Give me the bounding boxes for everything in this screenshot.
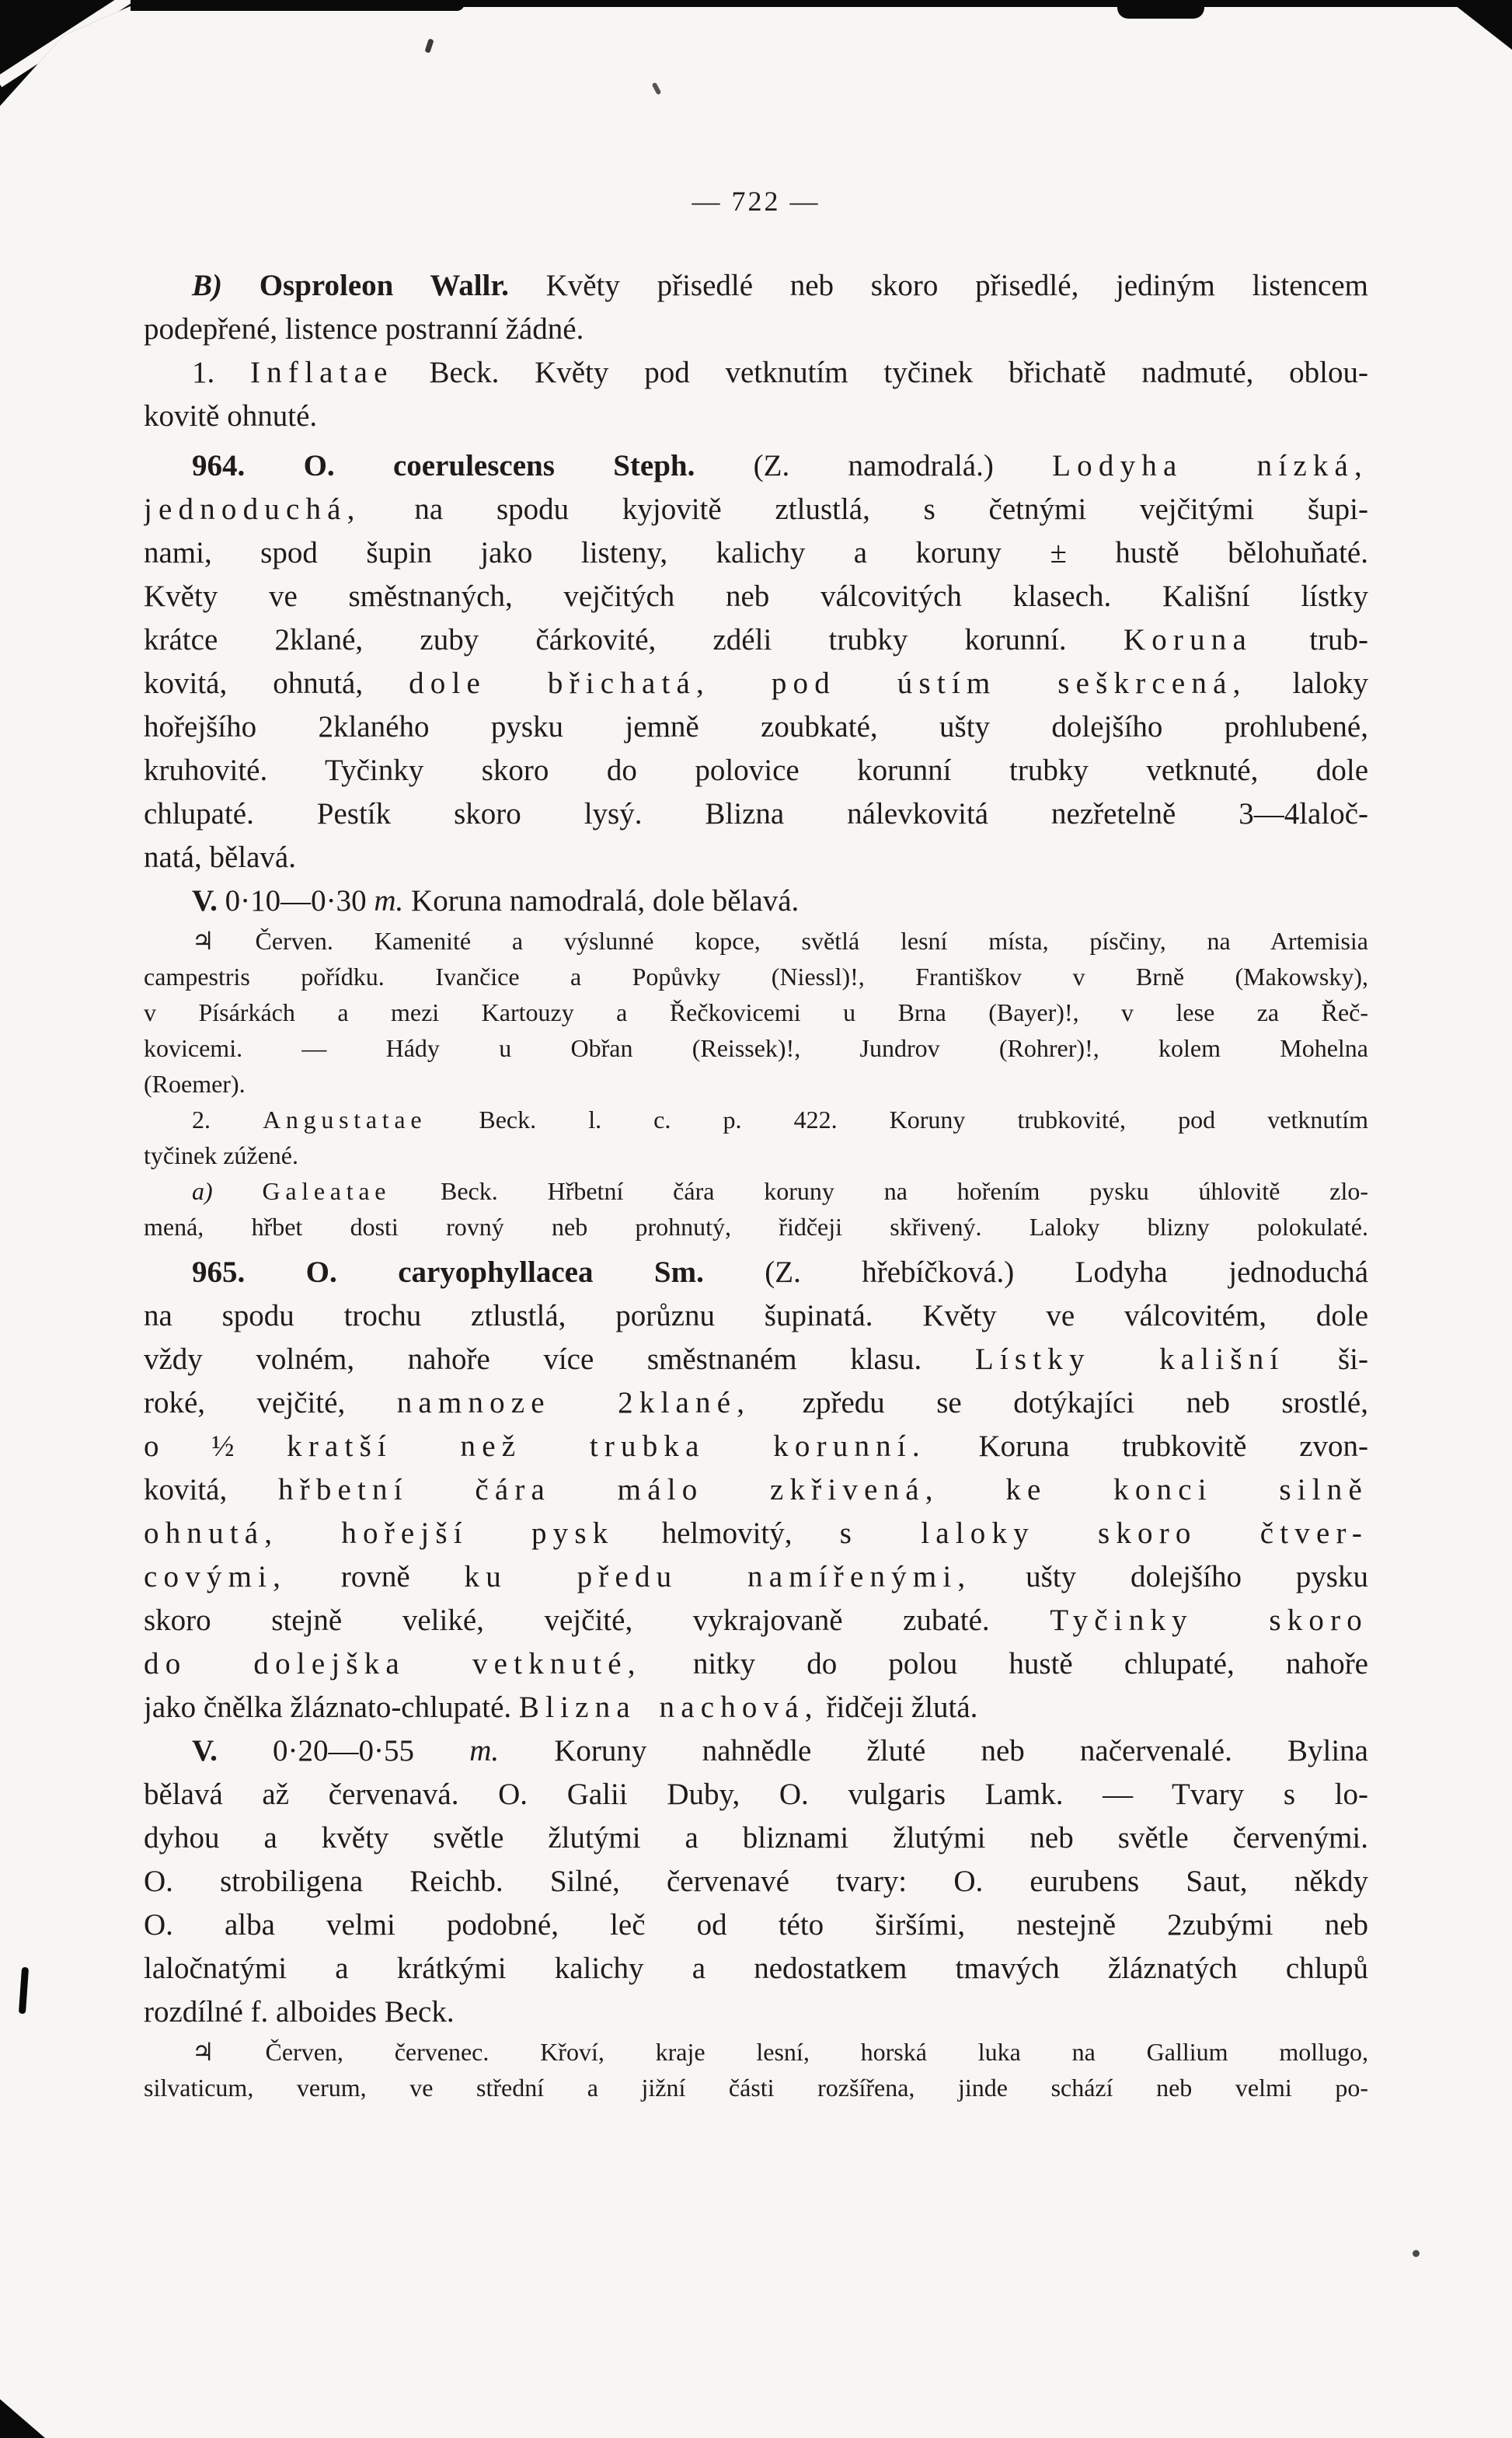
text-segment: Lodyha nízká, [1052, 449, 1368, 482]
text-segment: Galeatae [262, 1177, 392, 1205]
text-segment: a) [192, 1177, 213, 1205]
text-line [144, 264, 1368, 308]
scan-artifact-top-edge-thick [131, 0, 465, 11]
measurement-965 [144, 1729, 1368, 2034]
text-segment: campestris pořídku. Ivančice a Popůvky (Niessl)!, Františkov v Brně (Makowsky), [144, 963, 1368, 991]
text-line [144, 2070, 1368, 2105]
text-line [144, 836, 1368, 879]
text-line [144, 994, 1368, 1030]
text-segment: 965. O. caryophyllacea Sm. [192, 1256, 704, 1289]
text-line [144, 662, 1368, 705]
text-segment: dole břichatá, pod ústím seškrcená, [409, 667, 1247, 700]
page-number: — 722 — [692, 186, 820, 217]
text-segment: chlupaté. Pestík skoro lysý. Blizna nálevkovitá nezřetelně 3—4laloč- [144, 797, 1368, 831]
text-segment: kovicemi. — Hády u Obřan (Reissek)!, Jundrov (Rohrer)!, kolem Mohelna [144, 1034, 1368, 1062]
text-segment: Blizna nachová, [518, 1691, 819, 1724]
scan-artifact-dot [1413, 2250, 1420, 2257]
text-segment: podepřené, listence postranní žádné. [144, 312, 584, 346]
text-line [144, 1990, 1368, 2034]
text-segment: kovitá, ohnutá, [144, 667, 409, 700]
text-line [144, 1773, 1368, 1816]
text-segment: B) [192, 269, 222, 302]
text-segment: (Z. namodralá.) [695, 449, 1053, 482]
text-segment: krátce 2klané, zuby čárkovité, zdéli trubky korunní. [144, 623, 1124, 657]
text-segment: laloky [1246, 667, 1368, 700]
text-segment: Květy ve směstnaných, vejčitých neb válcovitých klasech. Kališní lístky [144, 580, 1368, 613]
text-segment: silvaticum, verum, ve střední a jižní části rozšířena, jinde schází neb velmi po- [144, 2074, 1368, 2102]
text-segment: covými, [144, 1560, 287, 1593]
text-line [144, 308, 1368, 351]
text-segment: vždy volném, nahoře více směstnaném klasu. [144, 1343, 975, 1376]
text-line [144, 959, 1368, 994]
text-segment: namnoze 2klané, [396, 1386, 751, 1419]
text-segment: na spodu trochu ztlustlá, porůznu šupinatá. Květy ve válcovitém, dole [144, 1299, 1368, 1332]
text-segment: (Z. hřebíčková.) Lodyha jednoduchá [703, 1256, 1368, 1289]
measurement-964 [144, 879, 1368, 923]
text-line [144, 1173, 1368, 1209]
text-segment: helmovitý, [614, 1517, 840, 1550]
scan-artifact-white-slash [0, 0, 132, 87]
text-line [144, 705, 1368, 749]
text-segment: 1. [192, 356, 251, 389]
text-line [144, 1512, 1368, 1555]
text-segment: rovně [287, 1560, 465, 1593]
text-segment: (Roemer). [144, 1070, 246, 1098]
text-segment: Lístky kališní [974, 1343, 1285, 1376]
text-line [144, 1947, 1368, 1990]
subgroup-galeatae [144, 1173, 1368, 1245]
text-line [144, 1251, 1368, 1294]
text-line [144, 1294, 1368, 1338]
text-segment: ♃ Červen. Kamenité a výslunné kopce, světlá lesní místa, písčiny, na Artemisia [192, 927, 1368, 955]
text-segment: hřbetní čára málo zkřivená, ke konci silně [277, 1473, 1368, 1506]
text-line [144, 1599, 1368, 1642]
text-line [144, 488, 1368, 531]
species-964-coerulescens [144, 444, 1368, 879]
text-segment: O. alba velmi podobné, leč od této širšími, nestejně 2zubými neb [144, 1908, 1368, 1942]
text-line [144, 351, 1368, 395]
text-segment: ši- [1284, 1343, 1368, 1376]
text-segment: Květy přisedlé neb skoro přisedlé, jediným listencem [508, 269, 1368, 302]
scan-artifact-top-blob [1117, 0, 1204, 19]
text-segment: ku předu namířenými, [464, 1560, 972, 1593]
text-line [144, 1338, 1368, 1381]
text-segment: dyhou a květy světle žlutými a bliznami žlutými neb světle červenými. [144, 1821, 1368, 1855]
text-segment: ušty dolejšího pysku [971, 1560, 1368, 1593]
text-segment: rozdílné f. alboides Beck. [144, 1995, 455, 2029]
text-segment: Beck. l. c. p. 422. Koruny trubkovité, pod vetknutím [427, 1106, 1368, 1134]
text-segment: jako čnělka žláznato-chlupaté. [144, 1691, 519, 1724]
localities-965 [144, 2034, 1368, 2105]
text-segment: m. [374, 884, 404, 918]
text-line [144, 1903, 1368, 1947]
text-line [144, 1555, 1368, 1599]
text-line [144, 1860, 1368, 1903]
group-inflatae [144, 351, 1368, 438]
text-segment: m. [469, 1734, 500, 1768]
text-line [144, 575, 1368, 618]
text-line [144, 1137, 1368, 1173]
text-segment: Beck. Hřbetní čára koruny na hořením pysku úhlovitě zlo- [391, 1177, 1368, 1205]
text-segment: skoro stejně veliké, vejčité, vykrajovaně zubaté. [144, 1604, 1050, 1637]
text-segment: Inflatae [250, 356, 394, 389]
text-line [144, 923, 1368, 959]
localities-964 [144, 923, 1368, 1102]
text-line [144, 1816, 1368, 1860]
text-line [144, 1686, 1368, 1729]
scan-artifact-speck [424, 38, 434, 53]
text-line [144, 879, 1368, 923]
text-line [144, 749, 1368, 792]
text-line [144, 1030, 1368, 1066]
text-segment: jednoduchá, [144, 493, 361, 526]
text-segment: kruhovité. Tyčinky skoro do polovice korunní trubky vetknuté, dole [144, 754, 1368, 787]
text-segment: V. [192, 884, 218, 918]
text-line [144, 444, 1368, 488]
text-segment: Koruny nahnědle žluté neb načervenalé. Bylina [499, 1734, 1368, 1768]
text-line [144, 1642, 1368, 1686]
text-segment: natá, bělavá. [144, 841, 296, 874]
text-segment: ohnutá, hořejší pysk [144, 1517, 615, 1550]
text-segment: řidčeji žlutá. [818, 1691, 978, 1724]
text-segment: kovitě ohnuté. [144, 399, 318, 433]
text-segment: 2. [192, 1106, 263, 1134]
text-segment: ♃ Červen, červenec. Křoví, kraje lesní, horská luka na Gallium mollugo, [192, 2038, 1368, 2066]
text-segment: tyčinek zúžené. [144, 1141, 298, 1169]
text-segment: bělavá až červenavá. O. Galii Duby, O. vulgaris Lamk. — Tvary s lo- [144, 1778, 1368, 1811]
text-segment: Koruna [1123, 623, 1252, 657]
text-line [144, 395, 1368, 438]
text-segment: O. strobiligena Reichb. Silné, červenavé tvary: O. eurubens Saut, někdy [144, 1865, 1368, 1898]
text-line [144, 1102, 1368, 1137]
text-line [144, 531, 1368, 575]
text-line [144, 1468, 1368, 1512]
group-angustatae [144, 1102, 1368, 1173]
text-segment: nitky do polou hustě chlupaté, nahoře [641, 1647, 1368, 1680]
scan-artifact-top-left-corner [0, 0, 145, 110]
text-line [144, 1381, 1368, 1425]
text-segment: Beck. Květy pod vetknutím tyčinek břichatě nadmuté, oblou- [393, 356, 1368, 389]
text-segment: laločnatými a krátkými kalichy a nedostatkem tmavých žláznatých chlupů [144, 1952, 1368, 1985]
text-segment: v Písárkách a mezi Kartouzy a Řečkovicemi u Brna (Bayer)!, v lese za Řeč- [144, 998, 1368, 1026]
text-segment: Koruna trubkovitě zvon- [925, 1430, 1368, 1463]
text-segment [213, 1177, 263, 1205]
text-segment: 964. O. coerulescens Steph. [192, 449, 695, 482]
scan-artifact-left-edge-mark [19, 1967, 29, 2014]
text-segment: kratší než trubka korunní. [287, 1430, 926, 1463]
text-segment: Koruna namodralá, dole bělavá. [403, 884, 800, 918]
text-segment: 0·20—0·55 [217, 1734, 470, 1768]
text-segment: do dolejška vetknuté, [144, 1647, 642, 1680]
scan-artifact-top-right-corner [1448, 0, 1512, 50]
text-line [144, 1066, 1368, 1102]
text-segment: Tyčinky skoro [1050, 1604, 1368, 1637]
text-segment: trub- [1252, 623, 1368, 657]
scan-artifact-speck [652, 82, 662, 96]
text-segment: s laloky skoro čtver- [839, 1517, 1368, 1550]
text-line [144, 618, 1368, 662]
text-line [144, 1729, 1368, 1773]
text-segment: na spodu kyjovitě ztlustlá, s četnými vejčitými šupi- [361, 493, 1368, 526]
text-line [144, 2034, 1368, 2070]
text-segment: Angustatae [263, 1106, 427, 1134]
text-segment: roké, vejčité, [144, 1386, 397, 1419]
text-line [144, 1425, 1368, 1468]
text-segment: nami, spod šupin jako listeny, kalichy a koruny ± hustě bělohuňaté. [144, 536, 1368, 569]
text-line [144, 792, 1368, 836]
text-segment: mená, hřbet dosti rovný neb prohnutý, řidčeji skřivený. Laloky blizny polokulaté. [144, 1213, 1368, 1241]
text-segment: 0·10—0·30 [217, 884, 375, 918]
text-column [144, 264, 1368, 2105]
text-segment: hořejšího 2klaného pysku jemně zoubkaté, ušty dolejšího prohlubené, [144, 710, 1368, 744]
text-segment: kovitá, [144, 1473, 278, 1506]
species-965-caryophyllacea [144, 1251, 1368, 1729]
text-line [144, 1209, 1368, 1245]
section-osproleon [144, 264, 1368, 351]
text-segment: o ½ [144, 1430, 287, 1463]
scan-artifact-bottom-left-corner [0, 2399, 45, 2438]
text-segment: V. [192, 1734, 218, 1768]
text-segment: Osproleon Wallr. [222, 269, 509, 302]
text-segment: zpředu se dotýkajíci neb srostlé, [751, 1386, 1368, 1419]
